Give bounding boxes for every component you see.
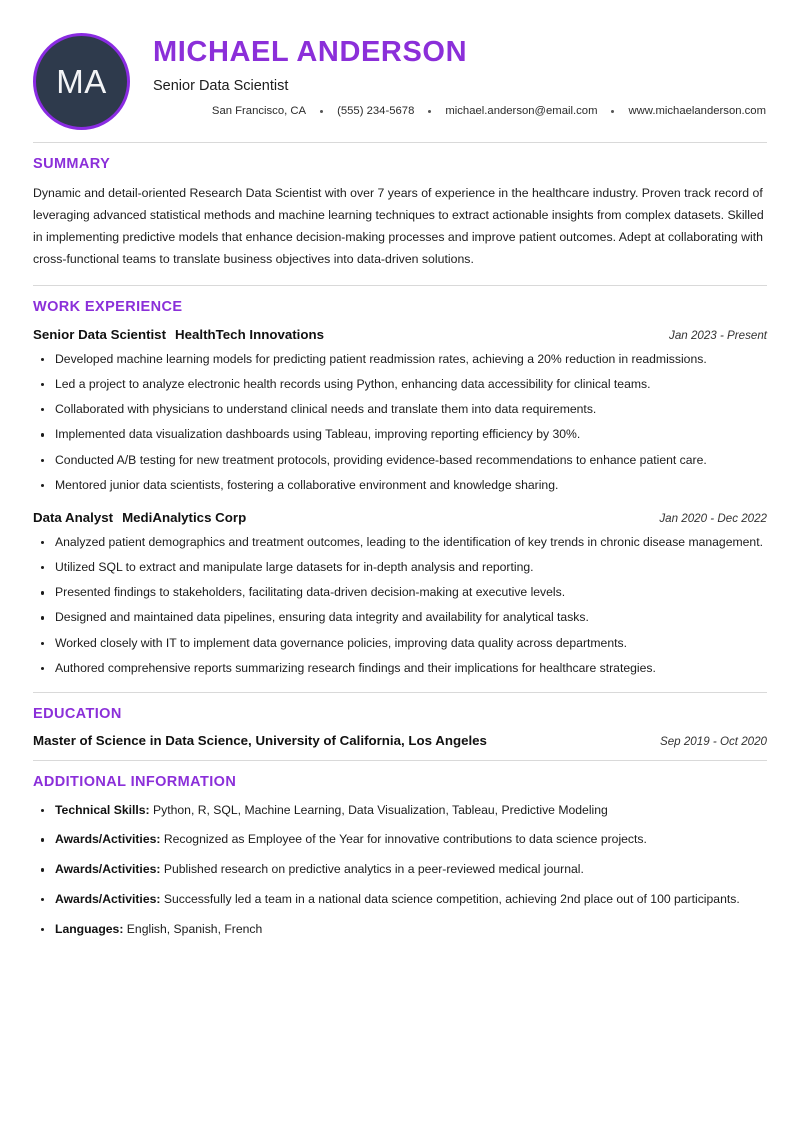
experience-dates: Jan 2023 - Present bbox=[669, 328, 767, 342]
list-item bbox=[33, 830, 767, 850]
info-label: Awards/Activities: bbox=[55, 832, 161, 847]
experience-bullet: Conducted A/B testing for new treatment protocols, providing evidence-based recommendations to enhance patient care. bbox=[33, 451, 767, 471]
resume-header bbox=[33, 28, 767, 142]
contact-info-row bbox=[153, 105, 767, 117]
education-entry bbox=[33, 733, 767, 748]
experience-bullet: Designed and maintained data pipelines, ensuring data integrity and availability for analytical tasks. bbox=[33, 608, 767, 628]
section-title-summary: SUMMARY bbox=[33, 156, 111, 172]
experience-entry-role-company bbox=[33, 326, 324, 344]
education-degree: Master of Science in Data Science, University of California, Los Angeles bbox=[33, 732, 487, 748]
experience-entry-role-company bbox=[33, 509, 246, 527]
experience-bullet: Collaborated with physicians to understand clinical needs and translate them into data requirements. bbox=[33, 400, 767, 420]
experience-entry-header bbox=[33, 509, 767, 527]
header-job-title: Senior Data Scientist bbox=[153, 78, 289, 95]
experience-entry bbox=[33, 509, 767, 679]
list-item bbox=[33, 860, 767, 880]
header-text-block bbox=[130, 28, 767, 117]
avatar-initials: MA bbox=[56, 62, 107, 100]
info-value: Published research on predictive analytics in a peer-reviewed medical journal. bbox=[163, 862, 584, 877]
experience-entry bbox=[33, 326, 767, 496]
section-summary bbox=[33, 143, 767, 271]
contact-separator-icon bbox=[428, 110, 431, 113]
summary-text: Dynamic and detail-oriented Research Data Scientist with over 7 years of experience in the healthcare industry. Proven track record of leveraging advanced statistical methods and machine learning techniques to extract actionable insights from complex datasets. Skilled in implementing predictive models that enhance decision-making processes and improve patient outcomes. Adept at collaborating with cross-functional teams to translate business objectives into data-driven solutions. bbox=[33, 186, 764, 266]
info-label: Technical Skills: bbox=[55, 802, 150, 817]
experience-bullet-list bbox=[33, 533, 767, 679]
contact-website: www.michaelanderson.com bbox=[628, 105, 766, 118]
section-work-experience bbox=[33, 286, 767, 679]
experience-bullet: Worked closely with IT to implement data governance policies, improving data quality across departments. bbox=[33, 634, 767, 654]
page-title: MICHAEL ANDERSON bbox=[153, 36, 468, 68]
info-value: Python, R, SQL, Machine Learning, Data Visualization, Tableau, Predictive Modeling bbox=[153, 802, 608, 817]
contact-separator-icon bbox=[611, 110, 614, 113]
experience-bullet-list bbox=[33, 350, 767, 496]
experience-company: MediAnalytics Corp bbox=[122, 509, 247, 525]
additional-information-list bbox=[33, 801, 767, 940]
avatar bbox=[33, 33, 130, 130]
experience-role: Data Analyst bbox=[33, 509, 114, 525]
info-label: Awards/Activities: bbox=[55, 891, 161, 906]
section-additional-information bbox=[33, 761, 767, 940]
experience-company: HealthTech Innovations bbox=[175, 326, 325, 342]
experience-bullet: Led a project to analyze electronic health records using Python, enhancing data accessibility for clinical teams. bbox=[33, 375, 767, 395]
contact-location: San Francisco, CA bbox=[211, 105, 307, 118]
contact-email: michael.anderson@email.com bbox=[445, 105, 598, 118]
experience-dates: Jan 2020 - Dec 2022 bbox=[659, 511, 767, 525]
experience-bullet: Presented findings to stakeholders, facilitating data-driven decision-making at executive levels. bbox=[33, 583, 767, 603]
info-label: Languages: bbox=[55, 921, 124, 936]
experience-bullet: Implemented data visualization dashboards using Tableau, improving reporting efficiency by 30%. bbox=[33, 425, 767, 445]
experience-bullet: Utilized SQL to extract and manipulate large datasets for in-depth analysis and reporting. bbox=[33, 558, 767, 578]
info-label: Awards/Activities: bbox=[55, 862, 161, 877]
section-title-education: EDUCATION bbox=[33, 705, 122, 722]
experience-bullet: Authored comprehensive reports summarizing research findings and their implications for healthcare strategies. bbox=[33, 659, 767, 679]
list-item bbox=[33, 890, 767, 910]
contact-phone: (555) 234-5678 bbox=[337, 105, 415, 118]
experience-entry-header bbox=[33, 326, 767, 344]
info-value: English, Spanish, French bbox=[126, 921, 263, 936]
section-education bbox=[33, 693, 767, 748]
experience-bullet: Analyzed patient demographics and treatment outcomes, leading to the identification of key trends in chronic disease management. bbox=[33, 533, 767, 553]
list-item bbox=[33, 920, 767, 940]
education-dates: Sep 2019 - Oct 2020 bbox=[660, 734, 767, 748]
experience-bullet: Developed machine learning models for predicting patient readmission rates, achieving a 20% reduction in readmissions. bbox=[33, 350, 767, 370]
contact-separator-icon bbox=[320, 110, 323, 113]
experience-bullet: Mentored junior data scientists, fostering a collaborative environment and knowledge sharing. bbox=[33, 476, 767, 496]
info-value: Recognized as Employee of the Year for innovative contributions to data science projects. bbox=[163, 832, 647, 847]
list-item bbox=[33, 801, 767, 821]
section-title-additional-information: ADDITIONAL INFORMATION bbox=[33, 773, 237, 790]
experience-role: Senior Data Scientist bbox=[33, 326, 167, 342]
info-value: Successfully led a team in a national data science competition, achieving 2nd place out of 100 participants. bbox=[163, 891, 740, 906]
section-title-work-experience: WORK EXPERIENCE bbox=[33, 298, 183, 315]
